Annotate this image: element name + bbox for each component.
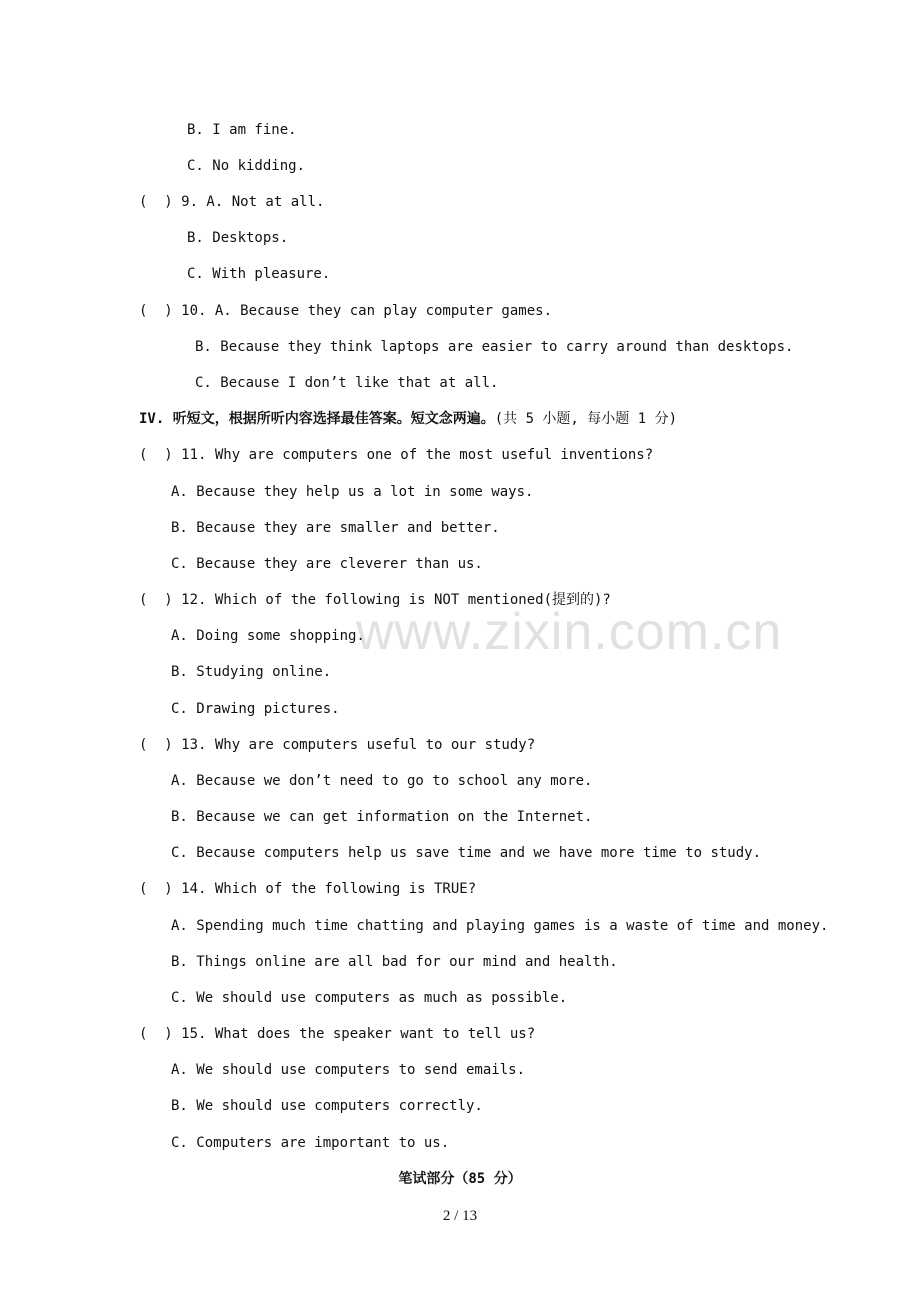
section-4-heading [139, 409, 677, 429]
section-4-scoring: (共 5 小题, 每小题 1 分) [494, 411, 678, 427]
option-8c: C. No kidding. [187, 158, 306, 174]
option-10c: C. Because I don’t like that at all. [195, 375, 499, 391]
option-13a: A. Because we don’t need to go to school any more. [171, 773, 593, 789]
option-9c: C. With pleasure. [187, 266, 331, 282]
option-9b: B. Desktops. [187, 230, 289, 246]
written-section-heading: 笔试部分（85 分） [398, 1171, 522, 1187]
option-10b: B. Because they think laptops are easier to carry around than desktops. [195, 339, 794, 355]
question-12: ( ) 12. Which of the following is NOT mentioned(提到的)? [139, 592, 611, 608]
option-8b: B. I am fine. [187, 122, 297, 138]
question-13: ( ) 13. Why are computers useful to our study? [139, 737, 536, 753]
option-13b: B. Because we can get information on the Internet. [171, 809, 593, 825]
question-15: ( ) 15. What does the speaker want to tell us? [139, 1026, 536, 1042]
option-11b: B. Because they are smaller and better. [171, 520, 500, 536]
option-12b: B. Studying online. [171, 664, 332, 680]
option-14a: A. Spending much time chatting and playing games is a waste of time and money. [171, 918, 829, 934]
option-11a: A. Because they help us a lot in some ways. [171, 484, 534, 500]
option-12a: A. Doing some shopping. [171, 628, 365, 644]
question-14: ( ) 14. Which of the following is TRUE? [139, 881, 477, 897]
page-number: 2 / 13 [442, 1208, 478, 1224]
question-10: ( ) 10. A. Because they can play computer games. [139, 303, 553, 319]
option-13c: C. Because computers help us save time and we have more time to study. [171, 845, 762, 861]
watermark: www.zixin.com.cn [356, 603, 783, 661]
option-15c: C. Computers are important to us. [171, 1135, 450, 1151]
option-15b: B. We should use computers correctly. [171, 1098, 483, 1114]
question-9: ( ) 9. A. Not at all. [139, 194, 325, 210]
option-15a: A. We should use computers to send emails. [171, 1062, 526, 1078]
option-14b: B. Things online are all bad for our mind and health. [171, 954, 618, 970]
question-11: ( ) 11. Why are computers one of the most useful inventions? [139, 447, 654, 463]
option-12c: C. Drawing pictures. [171, 701, 340, 717]
section-4-title: IV. 听短文，根据所听内容选择最佳答案。短文念两遍。 [139, 411, 495, 427]
option-14c: C. We should use computers as much as possible. [171, 990, 568, 1006]
option-11c: C. Because they are cleverer than us. [171, 556, 483, 572]
